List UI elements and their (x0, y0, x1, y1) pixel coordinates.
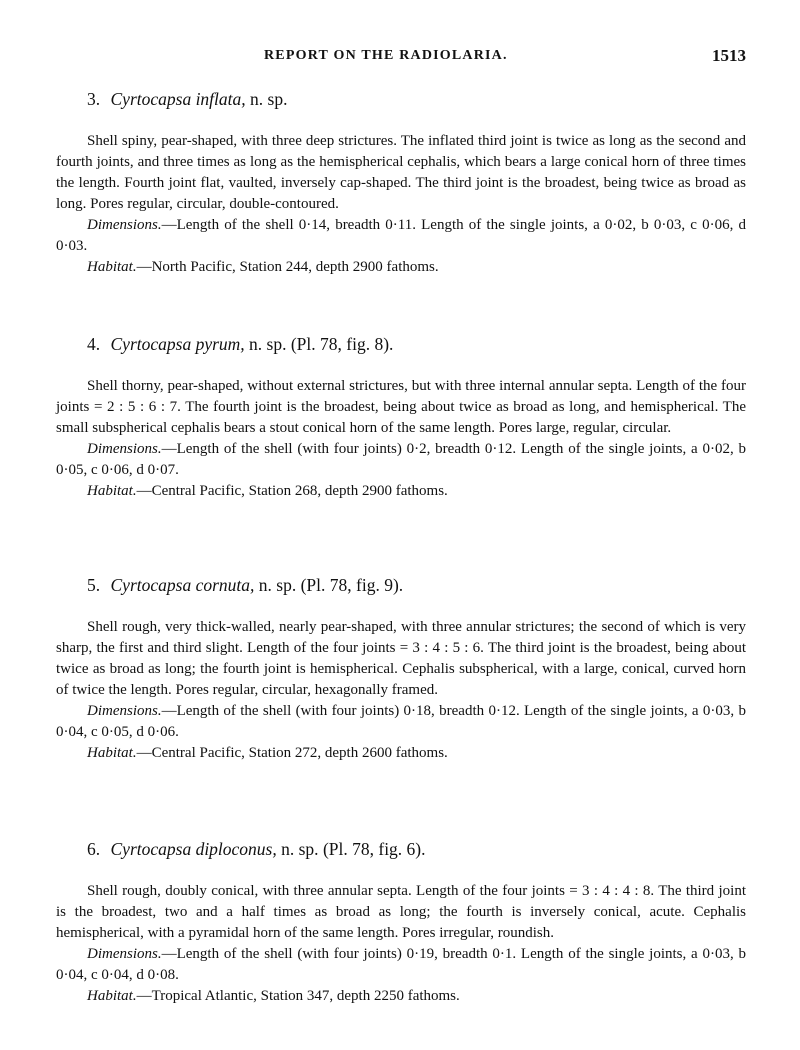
plate-reference: (Pl. 78, fig. 6). (322, 839, 426, 859)
habitat-text: —Central Pacific, Station 268, depth 2900 fathoms. (136, 483, 448, 499)
habitat-paragraph (56, 743, 746, 764)
dimensions-paragraph (56, 215, 746, 257)
species-heading (87, 88, 746, 110)
species-entry-5 (56, 574, 746, 764)
species-entry-6 (56, 838, 746, 1007)
species-number: 6. (87, 839, 101, 859)
species-suffix: n. sp. (250, 89, 288, 109)
species-description: Shell rough, very thick-walled, nearly pear-shaped, with three annular strictures; the second of which is very sharp, the first and third slight. Length of the four joints = 3 : 4 : 5 : 6. The third joint is the broadest, being about twice as broad as long; the fourth joint is hemispherical. Cephalis subspherical, with a large, conical, curved horn of twice the length. Pores regular, circular, hexagonally framed. (56, 619, 746, 698)
habitat-paragraph (56, 481, 746, 502)
habitat-label: Habitat. (87, 259, 137, 275)
species-description: Shell spiny, pear-shaped, with three deep strictures. The inflated third joint is twice as long as the second and fourth joints, and three times as long as the hemispherical cephalis, which bears a large conical horn of three times the length. Fourth joint flat, vaulted, inversely cap-shaped. The third joint is the broadest, being twice as broad as long. Pores regular, circular, double-contoured. (56, 133, 746, 212)
species-description: Shell thorny, pear-shaped, without external strictures, but with three internal annular septa. Length of the four joints = 2 : 5 : 6 : 7. The fourth joint is the broadest, being about twice as broad as long, and hemispherical. The small subspherical cephalis bears a stout conical horn of the same length. Pores large, regular, circular. (56, 378, 746, 436)
habitat-text: —North Pacific, Station 244, depth 2900 fathoms. (136, 259, 439, 275)
species-name: Cyrtocapsa cornuta, (110, 575, 255, 595)
dimensions-label: Dimensions. (87, 703, 162, 719)
running-title: REPORT ON THE RADIOLARIA. (264, 48, 508, 63)
running-header (56, 46, 746, 70)
dimensions-label: Dimensions. (87, 217, 162, 233)
species-entry-3 (56, 88, 746, 278)
species-heading (87, 333, 746, 355)
page-number: 1513 (712, 46, 746, 65)
species-suffix: n. sp. (281, 839, 319, 859)
dimensions-paragraph (56, 439, 746, 481)
habitat-text: —Tropical Atlantic, Station 347, depth 2250 fathoms. (136, 988, 460, 1004)
dimensions-paragraph (56, 701, 746, 743)
species-suffix: n. sp. (249, 334, 287, 354)
species-number: 3. (87, 89, 101, 109)
species-name: Cyrtocapsa diploconus, (110, 839, 277, 859)
species-number: 5. (87, 575, 101, 595)
species-heading (87, 574, 746, 596)
habitat-label: Habitat. (87, 988, 137, 1004)
dimensions-text: —Length of the shell (with four joints) 0·2, breadth 0·12. Length of the single joints, a 0·02, b 0·05, c 0·06, d 0·07. (56, 441, 746, 478)
habitat-text: —Central Pacific, Station 272, depth 2600 fathoms. (136, 745, 448, 761)
species-number: 4. (87, 334, 101, 354)
plate-reference: (Pl. 78, fig. 9). (300, 575, 404, 595)
plate-reference: (Pl. 78, fig. 8). (290, 334, 394, 354)
habitat-label: Habitat. (87, 483, 137, 499)
dimensions-text: —Length of the shell (with four joints) 0·18, breadth 0·12. Length of the single joints, a 0·03, b 0·04, c 0·05, d 0·06. (56, 703, 746, 740)
species-heading (87, 838, 746, 860)
dimensions-text: —Length of the shell (with four joints) 0·19, breadth 0·1. Length of the single joints, a 0·03, b 0·04, c 0·04, d 0·08. (56, 946, 746, 983)
species-description: Shell rough, doubly conical, with three annular septa. Length of the four joints = 3 : 4 : 4 : 8. The third joint is the broadest, two and a half times as broad as long; the fourth is inversely conical, acute. Cephalis hemispherical, with a pyramidal horn of the same length. Pores irregular, roundish. (56, 883, 746, 941)
species-name: Cyrtocapsa inflata, (110, 89, 246, 109)
species-name: Cyrtocapsa pyrum, (110, 334, 245, 354)
dimensions-paragraph (56, 944, 746, 986)
dimensions-label: Dimensions. (87, 441, 162, 457)
habitat-paragraph (56, 986, 746, 1007)
species-suffix: n. sp. (258, 575, 297, 595)
dimensions-label: Dimensions. (87, 946, 162, 962)
habitat-paragraph (56, 257, 746, 278)
habitat-label: Habitat. (87, 745, 137, 761)
species-entry-4 (56, 333, 746, 502)
dimensions-text: —Length of the shell 0·14, breadth 0·11. Length of the single joints, a 0·02, b 0·03, c 0·06, d 0·03. (56, 217, 746, 254)
